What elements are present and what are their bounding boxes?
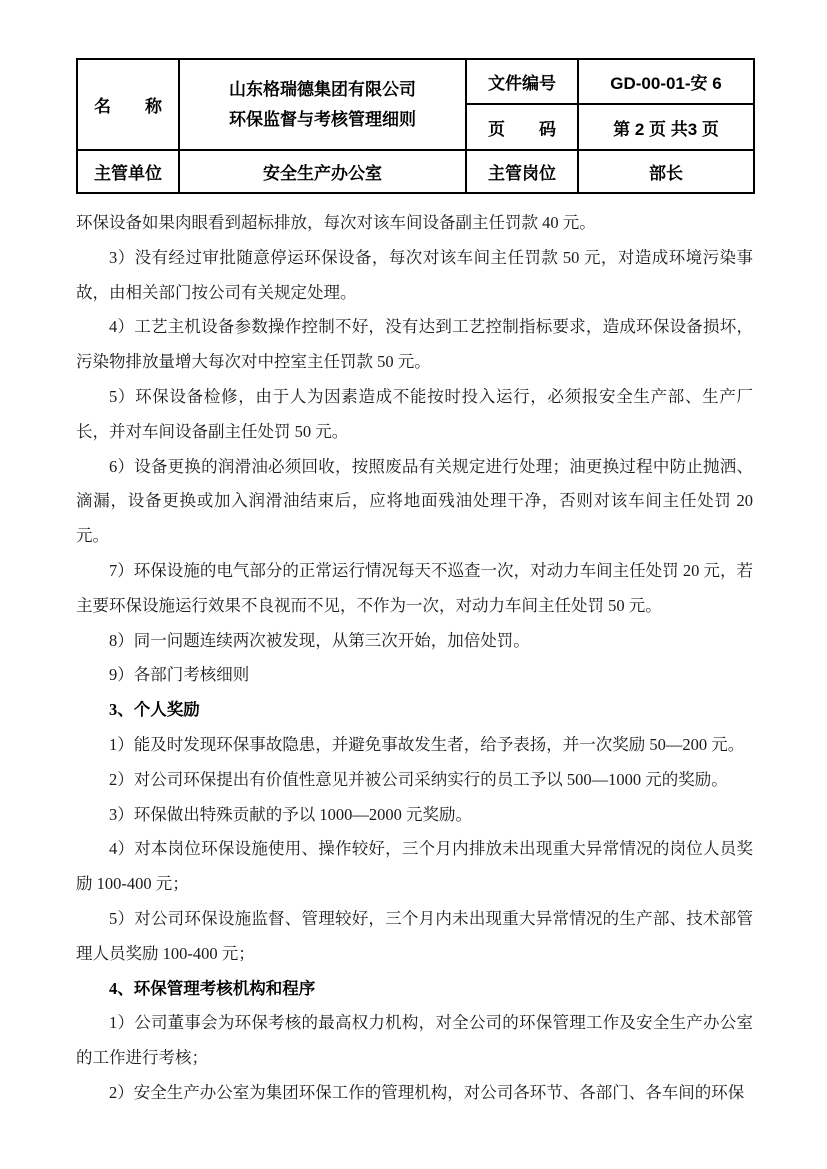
document-title: 环保监督与考核管理细则 <box>229 109 416 129</box>
body-paragraph-item-3: 3）没有经过审批随意停运环保设备，每次对该车间主任罚款 50 元，对造成环境污染事故，由相关部门按公司有关规定处理。 <box>76 247 753 302</box>
body-paragraph-item-9: 9）各部门考核细则 <box>109 665 250 685</box>
body-paragraph-item-7: 7）环保设施的电气部分的正常运行情况每天不巡查一次，对动力车间主任处罚 20 元，若主要环保设施运行效果不良视而不见，不作为一次，对动力车间主任处罚 50 元。 <box>76 560 753 615</box>
body-paragraph-reward-5: 5）对公司环保设施监督、管理较好，三个月内未出现重大异常情况的生产部、技术部管理人员奖励 100-400 元； <box>76 908 753 963</box>
page-number-value-cell: 第 2 页 共3 页 <box>578 104 754 150</box>
document-body <box>76 206 753 1111</box>
body-paragraph-continuation: 环保设备如果肉眼看到超标排放，每次对该车间设备副主任罚款 40 元。 <box>76 213 596 232</box>
body-paragraph-org-1: 1）公司董事会为环保考核的最高权力机构，对全公司的环保管理工作及安全生产办公室的工作进行考核； <box>76 1013 753 1068</box>
body-paragraph-item-4: 4）工艺主机设备参数操作控制不好，没有达到工艺控制指标要求，造成环保设备损坏，污染物排放量增大每次对中控室主任罚款 50 元。 <box>76 317 753 372</box>
body-paragraph-item-5: 5）环保设备检修，由于人为因素造成不能按时投入运行，必须报安全生产部、生产厂长，并对车间设备副主任处罚 50 元。 <box>76 386 753 441</box>
unit-value-cell: 安全生产办公室 <box>179 150 466 193</box>
body-paragraph-org-2: 2）安全生产办公室为集团环保工作的管理机构，对公司各环节、各部门、各车间的环保 <box>109 1082 745 1102</box>
post-value-cell: 部长 <box>578 150 754 193</box>
name-label-cell: 名 称 <box>77 59 179 150</box>
section-heading-personal-rewards: 3、个人奖励 <box>109 700 200 720</box>
body-paragraph-reward-4: 4）对本岗位环保设施使用、操作较好，三个月内排放未出现重大异常情况的岗位人员奖励 100-400 元； <box>76 839 753 894</box>
header-table <box>76 58 755 194</box>
doc-number-label-cell: 文件编号 <box>466 59 578 104</box>
body-paragraph-item-8: 8）同一问题连续两次被发现，从第三次开始，加倍处罚。 <box>109 630 530 650</box>
document-title-cell <box>179 59 466 150</box>
page-number-label-cell: 页 码 <box>466 104 578 150</box>
post-label-cell: 主管岗位 <box>466 150 578 193</box>
section-heading-assessment-organization: 4、环保管理考核机构和程序 <box>109 978 316 998</box>
company-name: 山东格瑞德集团有限公司 <box>229 79 416 99</box>
body-paragraph-reward-3: 3）环保做出特殊贡献的予以 1000—2000 元奖励。 <box>109 804 472 824</box>
doc-number-value-cell: GD-00-01-安 6 <box>578 59 754 104</box>
body-paragraph-reward-1: 1）能及时发现环保事故隐患，并避免事故发生者，给予表扬，并一次奖励 50—200 元。 <box>109 734 745 754</box>
body-paragraph-item-6: 6）设备更换的润滑油必须回收，按照废品有关规定进行处理；油更换过程中防止抛洒、滴漏，设备更换或加入润滑油结束后，应将地面残油处理干净，否则对该车间主任处罚 20 元。 <box>76 456 753 546</box>
unit-label-cell: 主管单位 <box>77 150 179 193</box>
body-paragraph-reward-2: 2）对公司环保提出有价值性意见并被公司采纳实行的员工予以 500—1000 元的奖励。 <box>109 769 728 789</box>
